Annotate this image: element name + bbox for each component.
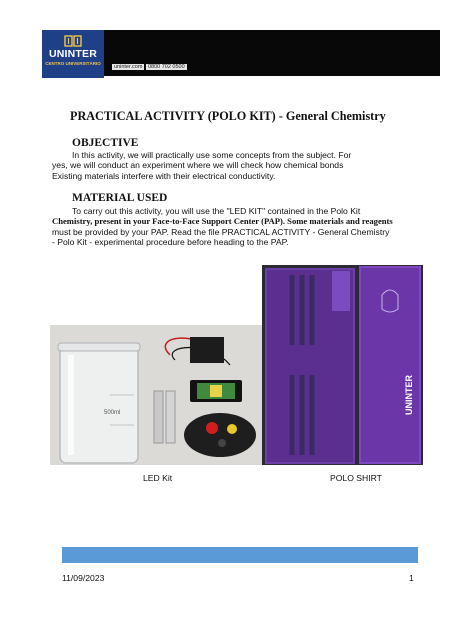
led-kit-illustration <box>50 325 263 465</box>
caption-led-kit: LED Kit <box>143 473 173 483</box>
material-paragraph <box>52 206 422 248</box>
uninter-logo <box>42 30 104 78</box>
logo-text: UNINTER <box>48 48 98 60</box>
page-title <box>70 109 430 124</box>
title-suffix: - General Chemistry <box>275 109 386 123</box>
objective-line-3: Existing materials interfere with their electrical conductivity. <box>52 170 276 181</box>
logo-emblem-icon <box>64 35 82 47</box>
objective-heading: OBJECTIVE <box>72 137 139 149</box>
jar-label: 500ml <box>104 410 121 416</box>
objective-line-2: yes, we will conduct an experiment where we will check how chemical bonds <box>52 160 344 171</box>
caption-polo-shirt: POLO SHIRT <box>330 473 382 483</box>
polo-kit-illustration <box>262 265 423 465</box>
material-line-3: must be provided by your PAP. Read the file PRACTICAL ACTIVITY - General Chemistry <box>52 226 390 237</box>
objective-line-1: In this activity, we will practically use some concepts from the subject. For <box>72 150 352 160</box>
led-kit-photo <box>50 325 263 465</box>
contact-strip <box>112 64 187 72</box>
objective-paragraph <box>52 150 422 181</box>
website-text: uninter.com <box>114 64 143 70</box>
footer-date: 11/09/2023 <box>62 573 105 583</box>
logo-subtext: CENTRO UNIVERSITÁRIO <box>45 61 101 66</box>
material-line-1: To carry out this activity, you will use the "LED KIT" contained in the Polo Kit <box>72 206 361 216</box>
box-brand-text: UNINTER <box>404 375 414 415</box>
phone-text: 0800 702 0500 <box>147 64 185 70</box>
page-number: 1 <box>409 573 414 583</box>
material-line-2: Chemistry, present in your Face-to-Face Support Center (PAP). Some materials and reagents <box>52 216 393 227</box>
footer-bar <box>62 547 418 563</box>
title-main: PRACTICAL ACTIVITY (POLO KIT) <box>70 109 276 123</box>
material-heading: MATERIAL USED <box>72 192 168 204</box>
polo-kit-photo <box>262 265 423 465</box>
material-line-4: - Polo Kit - experimental procedure before heading to the PAP. <box>52 237 289 248</box>
